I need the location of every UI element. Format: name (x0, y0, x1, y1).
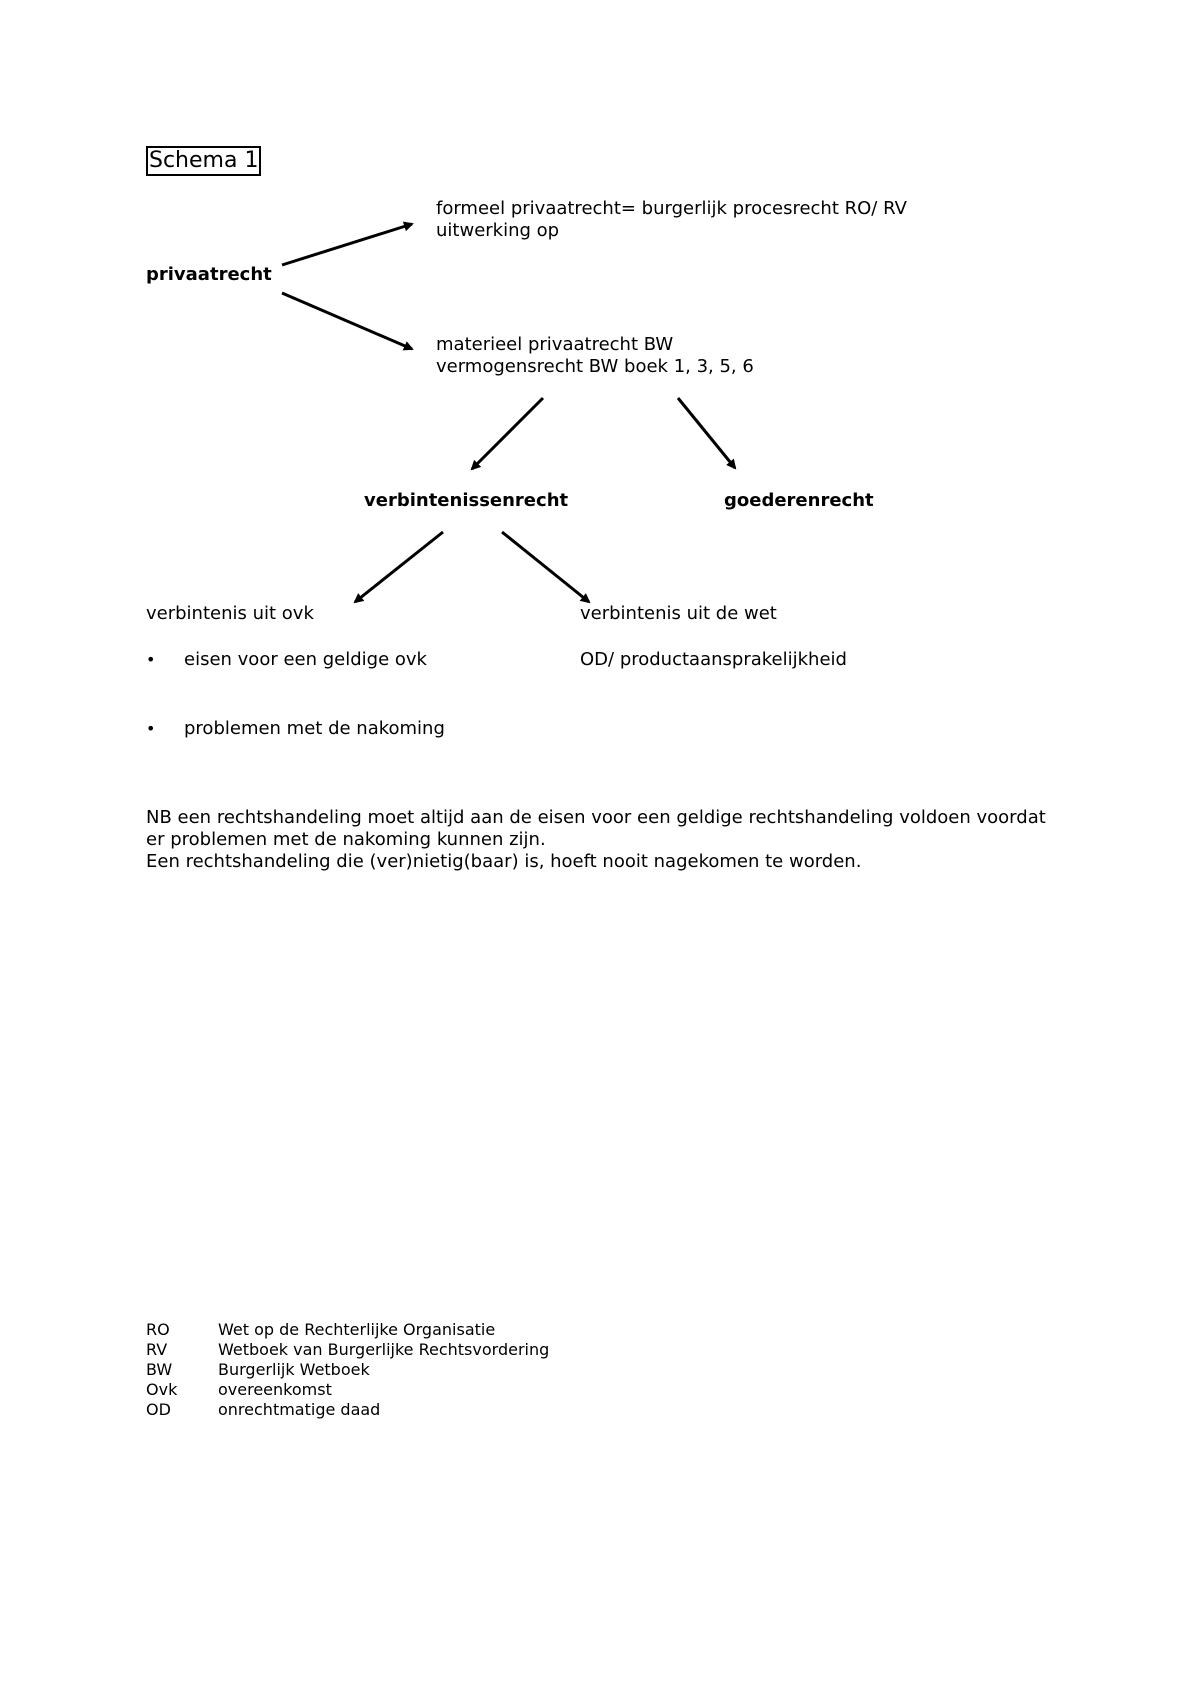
bullet-icon: • (146, 719, 156, 738)
arrow-to-verbintenis-wet (502, 532, 589, 602)
formeel-privaatrecht-line2: uitwerking op (436, 220, 560, 241)
node-privaatrecht: privaatrecht (146, 264, 272, 285)
verbintenis-uit-ovk: verbintenis uit ovk (146, 603, 314, 624)
wet-item-od: OD/ productaansprakelijkheid (580, 649, 847, 670)
arrow-to-materieel (282, 293, 412, 349)
formeel-privaatrecht-line1: formeel privaatrecht= burgerlijk procesrecht RO/ RV (436, 198, 907, 219)
verbintenis-uit-de-wet: verbintenis uit de wet (580, 603, 777, 624)
legend-meaning: Wet op de Rechterlijke Organisatie (218, 1320, 496, 1339)
legend-meaning: Burgerlijk Wetboek (218, 1360, 370, 1379)
arrow-to-verbintenissenrecht (472, 398, 543, 469)
ovk-item-eisen: eisen voor een geldige ovk (184, 649, 427, 670)
materieel-privaatrecht-line2: vermogensrecht BW boek 1, 3, 5, 6 (436, 356, 754, 377)
arrow-to-formeel (282, 224, 412, 265)
legend-abbr: OD (146, 1400, 171, 1419)
note-line-2: er problemen met de nakoming kunnen zijn. (146, 829, 546, 850)
materieel-privaatrecht-line1: materieel privaatrecht BW (436, 334, 674, 355)
note-line-1: NB een rechtshandeling moet altijd aan de eisen voor een geldige rechtshandeling voldoen voordat (146, 807, 1046, 828)
schema-title: Schema 1 (146, 146, 261, 176)
legend-meaning: Wetboek van Burgerlijke Rechtsvordering (218, 1340, 550, 1359)
legend-meaning: overeenkomst (218, 1380, 332, 1399)
legend-abbr: BW (146, 1360, 173, 1379)
node-verbintenissenrecht: verbintenissenrecht (364, 490, 569, 511)
legend-abbr: RV (146, 1340, 168, 1359)
legend-abbr: RO (146, 1320, 170, 1339)
note-line-3: Een rechtshandeling die (ver)nietig(baar) is, hoeft nooit nagekomen te worden. (146, 851, 862, 872)
ovk-item-nakoming: problemen met de nakoming (184, 718, 445, 739)
legend-meaning: onrechtmatige daad (218, 1400, 381, 1419)
arrow-to-verbintenis-ovk (355, 532, 443, 602)
arrow-to-goederenrecht (678, 398, 735, 468)
bullet-icon: • (146, 650, 156, 669)
legend-abbr: Ovk (146, 1380, 178, 1399)
node-goederenrecht: goederenrecht (724, 490, 874, 511)
